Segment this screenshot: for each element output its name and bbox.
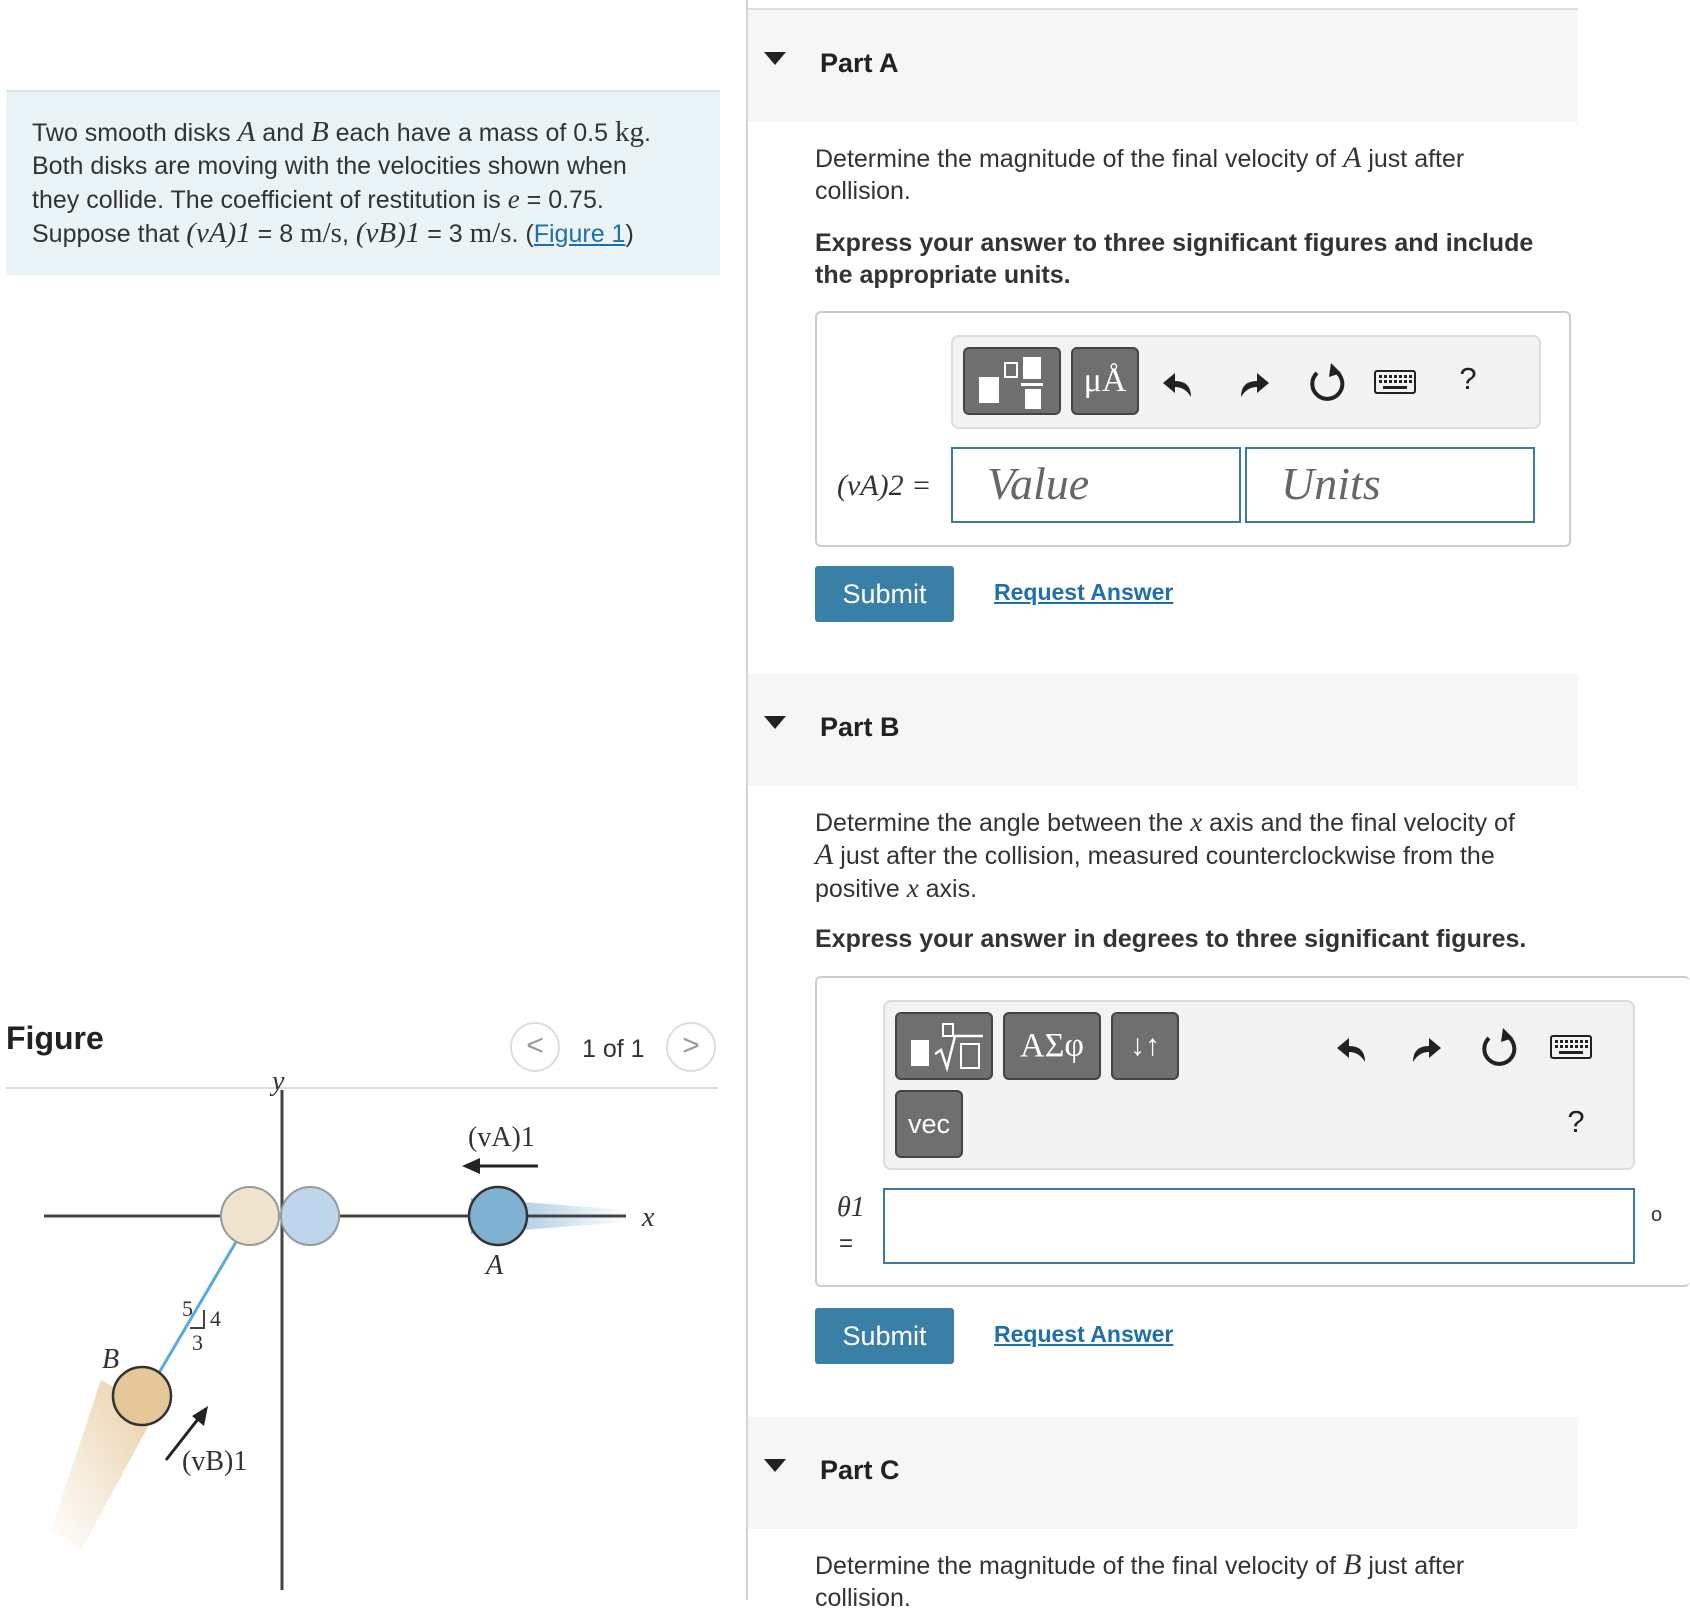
part-a-title: Part A bbox=[820, 48, 899, 78]
var-vb1: (vB)1 bbox=[355, 217, 421, 249]
part-b-submit-button[interactable]: Submit bbox=[815, 1308, 954, 1364]
reset-icon[interactable] bbox=[1305, 361, 1349, 405]
part-a-prompt-line-1 bbox=[815, 142, 1464, 175]
disk-b-ghost bbox=[221, 1187, 279, 1245]
help-icon[interactable]: ? bbox=[1459, 361, 1477, 396]
problem-text: = 8 bbox=[250, 220, 301, 248]
templates-button[interactable] bbox=[963, 347, 1061, 415]
collapse-triangle-icon[interactable] bbox=[764, 716, 786, 729]
va-arrowhead bbox=[462, 1158, 480, 1174]
var-e: e bbox=[507, 184, 520, 214]
figure-divider bbox=[6, 1087, 718, 1089]
part-a-submit-button[interactable]: Submit bbox=[815, 566, 954, 622]
var-b: B bbox=[1343, 1548, 1362, 1581]
sqrt-template-icon bbox=[897, 1014, 995, 1082]
redo-icon[interactable] bbox=[1405, 1028, 1445, 1068]
slope-label-4: 4 bbox=[210, 1306, 221, 1331]
part-b-toolbar bbox=[883, 1000, 1635, 1170]
undo-icon[interactable] bbox=[1333, 1028, 1373, 1068]
redo-icon[interactable] bbox=[1233, 363, 1273, 403]
part-b-request-answer-link[interactable]: Request Answer bbox=[994, 1321, 1174, 1347]
var-x: x bbox=[906, 873, 919, 903]
collapse-triangle-icon[interactable] bbox=[764, 1459, 786, 1472]
templates-icon bbox=[965, 349, 1063, 417]
y-axis-label: y bbox=[272, 1066, 285, 1097]
vb-label: (vB)1 bbox=[182, 1446, 248, 1477]
part-b-header[interactable] bbox=[748, 674, 1578, 786]
part-b-answer-box bbox=[815, 976, 1690, 1287]
part-a-value-input[interactable]: Value bbox=[951, 447, 1241, 523]
part-c-prompt-line-2: collision. bbox=[815, 1584, 911, 1612]
line-of-impact bbox=[156, 1242, 236, 1378]
unit-ms: m/s bbox=[300, 217, 342, 249]
part-b-instructions: Express your answer in degrees to three significant figures. bbox=[815, 925, 1527, 953]
prompt-text: Determine the magnitude of the final velocity of bbox=[815, 1552, 1344, 1580]
undo-icon[interactable] bbox=[1159, 363, 1199, 403]
part-a-header[interactable] bbox=[748, 10, 1578, 122]
collision-figure bbox=[6, 1066, 706, 1600]
part-a-prompt-line-2: collision. bbox=[815, 177, 911, 205]
problem-line-2: Both disks are moving with the velocities shown when bbox=[32, 152, 627, 180]
vec-button[interactable]: vec bbox=[895, 1090, 963, 1158]
problem-text: each have a mass of 0.5 bbox=[328, 119, 615, 147]
units-button[interactable]: μÅ bbox=[1071, 347, 1139, 415]
part-a-instr-line-2: the appropriate units. bbox=[815, 261, 1071, 289]
figure-prev-button[interactable]: < bbox=[510, 1022, 560, 1072]
column-divider bbox=[746, 0, 748, 1600]
var-b: B bbox=[310, 116, 329, 148]
problem-text: = 3 bbox=[420, 220, 470, 248]
figure-counter: 1 of 1 bbox=[582, 1035, 645, 1063]
x-axis-label: x bbox=[642, 1202, 655, 1233]
part-a-request-answer-link[interactable]: Request Answer bbox=[994, 579, 1174, 605]
part-c-prompt bbox=[815, 1549, 1464, 1614]
part-b-prompt-line-1 bbox=[815, 806, 1515, 839]
keyboard-icon[interactable] bbox=[1373, 367, 1417, 397]
var-va1: (vA)1 bbox=[186, 217, 251, 249]
var-a: A bbox=[815, 838, 834, 871]
prompt-text: just after the collision, measured counterclockwise from the bbox=[833, 842, 1495, 870]
problem-line-3 bbox=[32, 183, 696, 217]
prompt-text: Determine the magnitude of the final velocity of bbox=[815, 145, 1344, 173]
problem-text: , bbox=[341, 220, 356, 248]
theta-equals: = bbox=[839, 1230, 854, 1257]
unit-ms: m/s bbox=[469, 217, 512, 249]
disk-a-label: A bbox=[486, 1250, 504, 1281]
help-icon[interactable]: ? bbox=[1567, 1104, 1585, 1139]
disk-b-label: B bbox=[102, 1344, 120, 1375]
disk-b bbox=[113, 1367, 171, 1425]
greek-button[interactable]: ΑΣφ bbox=[1003, 1012, 1101, 1080]
var-a: A bbox=[237, 116, 256, 148]
problem-text: . bbox=[643, 119, 651, 147]
prompt-text: just after bbox=[1361, 1552, 1465, 1580]
problem-text: = 0.75. bbox=[519, 186, 604, 214]
prompt-text: axis and the final velocity of bbox=[1202, 809, 1515, 837]
problem-text: Two smooth disks bbox=[32, 119, 238, 147]
problem-line-1 bbox=[32, 116, 696, 150]
figure-next-button[interactable]: > bbox=[666, 1022, 716, 1072]
part-b-prompt bbox=[815, 806, 1515, 905]
part-a-prompt bbox=[815, 142, 1464, 207]
slope-label-3: 3 bbox=[192, 1330, 203, 1355]
figure-link[interactable]: Figure 1 bbox=[533, 220, 626, 248]
part-a-toolbar bbox=[951, 335, 1541, 429]
part-b-title: Part B bbox=[820, 712, 900, 742]
part-a-answer-label bbox=[837, 469, 931, 503]
collapse-triangle-icon[interactable] bbox=[764, 52, 786, 65]
problem-text: and bbox=[255, 119, 311, 147]
var-a: A bbox=[1343, 141, 1362, 174]
prompt-text: axis. bbox=[918, 875, 978, 903]
part-a-units-input[interactable]: Units bbox=[1245, 447, 1535, 523]
arrows-button[interactable]: ↓↑ bbox=[1111, 1012, 1179, 1080]
part-c-title: Part C bbox=[820, 1455, 900, 1485]
part-b-angle-input[interactable] bbox=[883, 1188, 1635, 1264]
prompt-text: Determine the angle between the bbox=[815, 809, 1191, 837]
disk-a-ghost bbox=[281, 1187, 339, 1245]
keyboard-icon[interactable] bbox=[1549, 1032, 1593, 1062]
problem-line-4 bbox=[32, 217, 696, 251]
va-label: (vA)1 bbox=[468, 1122, 535, 1153]
figure-heading: Figure bbox=[6, 1020, 104, 1056]
part-b-prompt-line-3 bbox=[815, 872, 1515, 905]
part-a-answer-box bbox=[815, 311, 1571, 547]
problem-text: they collide. The coefficient of restitution is bbox=[32, 186, 508, 214]
problem-text: Suppose that bbox=[32, 220, 187, 248]
degree-unit: o bbox=[1651, 1204, 1663, 1226]
prompt-text: just after bbox=[1361, 145, 1465, 173]
reset-icon[interactable] bbox=[1477, 1026, 1521, 1070]
part-c-prompt-line-1 bbox=[815, 1549, 1464, 1582]
slope-label-5: 5 bbox=[182, 1296, 193, 1321]
prompt-text: positive bbox=[815, 875, 907, 903]
disk-a bbox=[469, 1187, 527, 1245]
problem-statement bbox=[6, 90, 720, 275]
problem-text: ) bbox=[625, 220, 634, 248]
part-a-instr-line-1: Express your answer to three significant figures and include bbox=[815, 229, 1534, 257]
va2-label: (vA)2 = bbox=[837, 469, 932, 502]
part-c-header[interactable] bbox=[748, 1417, 1578, 1529]
part-b-prompt-line-2 bbox=[815, 839, 1515, 872]
part-a-instructions bbox=[815, 227, 1533, 291]
templates-sqrt-button[interactable] bbox=[895, 1012, 993, 1080]
theta-label: θ1 bbox=[837, 1192, 865, 1223]
unit-kg: kg bbox=[614, 116, 644, 148]
var-x: x bbox=[1190, 807, 1203, 837]
problem-text: . ( bbox=[511, 220, 534, 248]
